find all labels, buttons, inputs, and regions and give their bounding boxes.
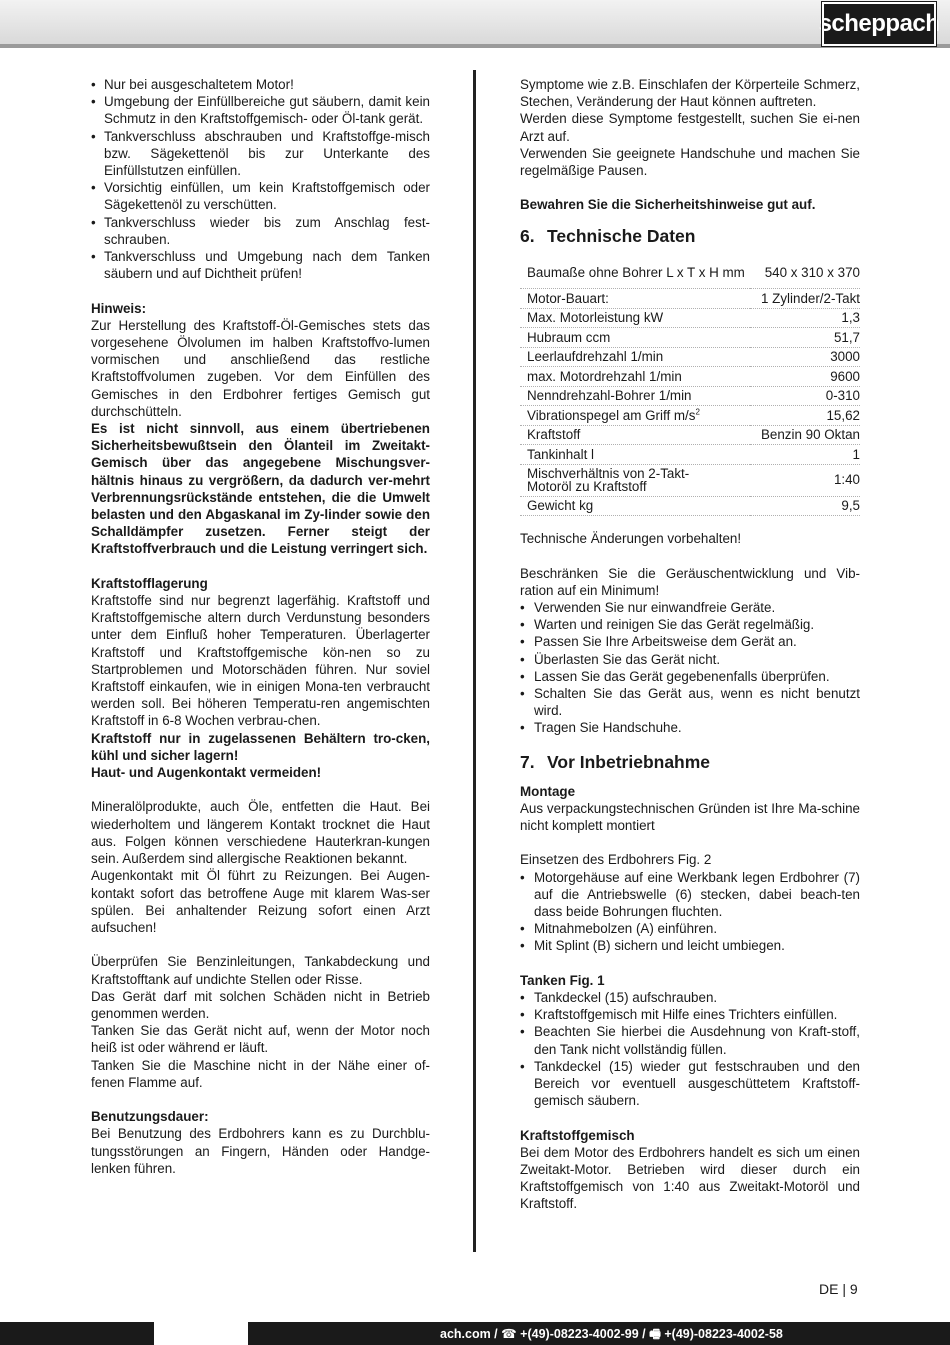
list-item: • Vorsichtig einfüllen, um kein Kraftstoffgemisch oder Sägekettenöl zu verschütten.: [91, 179, 430, 213]
list-item: • Tankdeckel (15) wieder gut festschrauben und den Bereich vor eventuell ausgeschüttetem Kraftstoff-gemisch säubern.: [520, 1058, 860, 1110]
list-item: • Mitnahmebolzen (A) einführen.: [520, 920, 860, 937]
spec-label: max. Motordrehzahl 1/min: [520, 367, 750, 387]
hinweis-heading: Hinweis:: [91, 300, 147, 316]
right-column: [520, 76, 860, 1213]
hinweis-text: Zur Herstellung des Kraftstoff-Öl-Gemisches stets das vorgesehene Ölvolumen im halben Kraftstoffvo-lumen vormischen und anschließend das restliche Kraftstoffvolumen zugeben. Vor dem Einfüllen des Gemisches in den Erdbohrer fertiges Gemisch gut durchschütteln.: [91, 317, 430, 419]
header-band: [0, 0, 950, 48]
check-text: Überprüfen Sie Benzinleitungen, Tankabdeckung und Kraftstofftank auf undichte Stellen oder Risse.: [91, 954, 430, 987]
contact-warning: Haut- und Augenkontakt vermeiden!: [91, 765, 322, 781]
assembly-text: Aus verpackungstechnischen Gründen ist Ihre Ma-schine nicht komplett montiert: [520, 800, 860, 833]
spec-value: 9,5: [750, 496, 860, 516]
spec-label: Kraftstoff: [520, 425, 750, 445]
storage-heading: Kraftstofflagerung: [91, 575, 208, 591]
footer-contact: ach.com / ☎ +(49)-08223-4002-99 / 🖷 +(49)-08223-4002-58: [440, 1327, 783, 1341]
eye-contact-text: Augenkontakt mit Öl führt zu Reizungen. Bei Augen-kontakt sofort das betroffene Auge mit klarem Was-ser spülen. Bei anhaltender Reizung sofort einen Arzt aufsuchen!: [91, 868, 430, 935]
symptom-text: Symptome wie z.B. Einschlafen der Körperteile Schmerz, Stechen, Veränderung der Haut können auftreten.: [520, 77, 860, 110]
column-divider: [473, 70, 476, 1252]
check-text: Das Gerät darf mit solchen Schäden nicht in Betrieb genommen werden.: [91, 988, 430, 1021]
list-item: • Tankverschluss wieder bis zum Anschlag fest-schrauben.: [91, 214, 430, 248]
list-item: • Kraftstoffgemisch mit Hilfe eines Trichters einfüllen.: [520, 1006, 860, 1023]
tech-changes-note: Technische Änderungen vorbehalten!: [520, 531, 742, 547]
storage-text: Kraftstoffe sind nur begrenzt lagerfähig. Kraftstoff und Kraftstoffgemische altern durch Verdunstung besonders unter dem Einfluß hoher Temperaturen. Überlagerter Kraftstoff und Kraftstoffgemische kön-nen so zu Startproblemen und Motorschäden führen. Nur soviel Kraftstoff einkaufen, wie in einigen Mona-ten verbraucht werden soll. Bei höheren Temperatu-ren angemischten Kraftstoff in 6-8 Wochen verbrau-chen.: [91, 593, 430, 729]
noise-reduction-list: [520, 599, 860, 737]
list-item: • Lassen Sie das Gerät gegebenenfalls überprüfen.: [520, 668, 860, 685]
spec-label: Baumaße ohne Bohrer L x T x H mm: [520, 257, 750, 289]
spec-value: 1:40: [750, 464, 860, 496]
spec-value: 9600: [750, 367, 860, 387]
list-item: • Umgebung der Einfüllbereiche gut säubern, damit kein Schmutz in den Kraftstoffgemisch- oder Öl-tank gerät.: [91, 93, 430, 127]
table-row: [520, 328, 860, 348]
spec-value: 540 x 310 x 370: [750, 257, 860, 289]
spec-value: 3000: [750, 347, 860, 367]
list-item: • Motorgehäuse auf eine Werkbank legen Erdbohrer (7) auf die Antriebswelle (6) stecken, dabei beach-ten dass beide Bohrungen fluchten.: [520, 869, 860, 921]
insert-auger-list: [520, 869, 860, 955]
spec-value: 15,62: [750, 406, 860, 426]
insert-auger-heading: Einsetzen des Erdbohrers Fig. 2: [520, 852, 712, 868]
table-row: [520, 347, 860, 367]
spec-label: Tankinhalt l: [520, 445, 750, 465]
refuel-heading: Tanken Fig. 1: [520, 972, 605, 988]
symptom-text: Verwenden Sie geeignete Handschuhe und machen Sie regelmäßige Pausen.: [520, 145, 860, 179]
list-item: • Tragen Sie Handschuhe.: [520, 719, 860, 736]
spec-label: Leerlaufdrehzahl 1/min: [520, 347, 750, 367]
spec-value: 0-310: [750, 386, 860, 406]
symptom-text: Werden diese Symptome festgestellt, suchen Sie ei-nen Arzt auf.: [520, 111, 860, 144]
table-row: [520, 289, 860, 309]
fuel-mixture-text: Bei dem Motor des Erdbohrers handelt es sich um einen Zweitakt-Motor. Betrieben wird dieser durch ein Kraftstoffgemisch von 1:40 aus Zweitakt-Motoröl und Kraftstoff.: [520, 1144, 860, 1212]
table-row: [520, 425, 860, 445]
list-item: • Tankverschluss und Umgebung nach dem Tanken säubern und auf Dichtheit prüfen!: [91, 248, 430, 282]
spec-table: [520, 257, 860, 517]
spec-value: 51,7: [750, 328, 860, 348]
hinweis-warning: Es ist nicht sinnvoll, aus einem übertriebenen Sicherheitsbewußtsein den Ölanteil im Zweitakt-Gemisch über das angegebene Mischungsver-hältnis hinaus zu vergrößern, da dadurch ver-mehrt Verbrennungsrückstände entstehen, die die Umwelt belasten und den Abgaskanal im Zy-linder sowie den Schalldämpfer zusetzen. Ferner steigt der Kraftstoffverbrauch und die Leistung verringert sich.: [91, 421, 430, 557]
table-row: [520, 464, 860, 496]
list-item: • Überlasten Sie das Gerät nicht.: [520, 651, 860, 668]
list-item: • Passen Sie Ihre Arbeitsweise dem Gerät an.: [520, 633, 860, 650]
list-item: • Tankverschluss abschrauben und Kraftstoffge-misch bzw. Sägekettenöl bis zur Unterkante des Einfüllstutzen einfüllen.: [91, 128, 430, 180]
spec-label: Gewicht kg: [520, 496, 750, 516]
section-heading-technical-data: 6. Technische Daten: [520, 225, 696, 246]
table-row: [520, 367, 860, 387]
spec-label: Motor-Bauart:: [520, 289, 750, 309]
assembly-heading: Montage: [520, 783, 576, 799]
spec-label: Vibrationspegel am Griff $m/s^2$: [520, 406, 750, 426]
usage-duration-heading: Benutzungsdauer:: [91, 1109, 209, 1125]
spec-value: 1: [750, 445, 860, 465]
spec-value: Benzin 90 Oktan: [750, 425, 860, 445]
list-item: • Tankdeckel (15) aufschrauben.: [520, 989, 860, 1006]
storage-warning: Kraftstoff nur in zugelassenen Behältern tro-cken, kühl und sicher lagern!: [91, 730, 430, 763]
keep-instructions-note: Bewahren Sie die Sicherheitshinweise gut auf.: [520, 197, 816, 213]
refuel-list: [520, 989, 860, 1109]
table-row: [520, 257, 860, 289]
list-item: • Mit Splint (B) sichern und leicht umbiegen.: [520, 937, 860, 954]
noise-intro: Beschränken Sie die Geräuschentwicklung und Vib-ration auf ein Minimum!: [520, 565, 860, 598]
fueling-steps-list: [91, 76, 430, 282]
table-row: [520, 496, 860, 516]
table-row: [520, 406, 860, 426]
page-number: DE | 9: [819, 1281, 858, 1297]
spec-label: Max. Motorleistung kW: [520, 308, 750, 328]
list-item: • Nur bei ausgeschaltetem Motor!: [91, 76, 430, 93]
spec-label: Mischverhältnis von 2-Takt-Motoröl zu Kraftstoff: [520, 464, 750, 496]
spec-value: 1 Zylinder/2-Takt: [750, 289, 860, 309]
list-item: • Verwenden Sie nur einwandfreie Geräte.: [520, 599, 860, 616]
spec-value: 1,3: [750, 308, 860, 328]
check-text: Tanken Sie das Gerät nicht auf, wenn der Motor noch heiß ist oder während er läuft.: [91, 1023, 430, 1056]
footer-gap: [154, 1322, 248, 1345]
table-row: [520, 445, 860, 465]
section-heading-before-operation: 7. Vor Inbetriebnahme: [520, 751, 711, 772]
list-item: • Warten und reinigen Sie das Gerät regelmäßig.: [520, 616, 860, 633]
table-row: [520, 386, 860, 406]
fuel-mixture-heading: Kraftstoffgemisch: [520, 1127, 635, 1143]
list-item: • Schalten Sie das Gerät aus, wenn es nicht benutzt wird.: [520, 685, 860, 719]
check-text: Tanken Sie die Maschine nicht in der Nähe einer of-fenen Flamme auf.: [91, 1057, 430, 1090]
brand-logo: scheppach: [822, 2, 936, 46]
spec-label: Nenndrehzahl-Bohrer 1/min: [520, 386, 750, 406]
left-column: [91, 76, 430, 1177]
mineral-oil-text: Mineralölprodukte, auch Öle, entfetten die Haut. Bei wiederholtem und längerem Kontakt trocknet die Haut aus. Folgen können verschiedene Hauterkran-kungen sein. Außerdem sind allergische Reaktionen bekannt.: [91, 799, 430, 867]
table-row: [520, 308, 860, 328]
list-item: • Beachten Sie hierbei die Ausdehnung von Kraft-stoff, den Tank nicht vollständig füllen.: [520, 1023, 860, 1057]
usage-duration-text: Bei Benutzung des Erdbohrers kann es zu Durchblu-tungsstörungen an Fingern, Händen oder Handge-lenken führen.: [91, 1126, 430, 1176]
spec-label: Hubraum ccm: [520, 328, 750, 348]
